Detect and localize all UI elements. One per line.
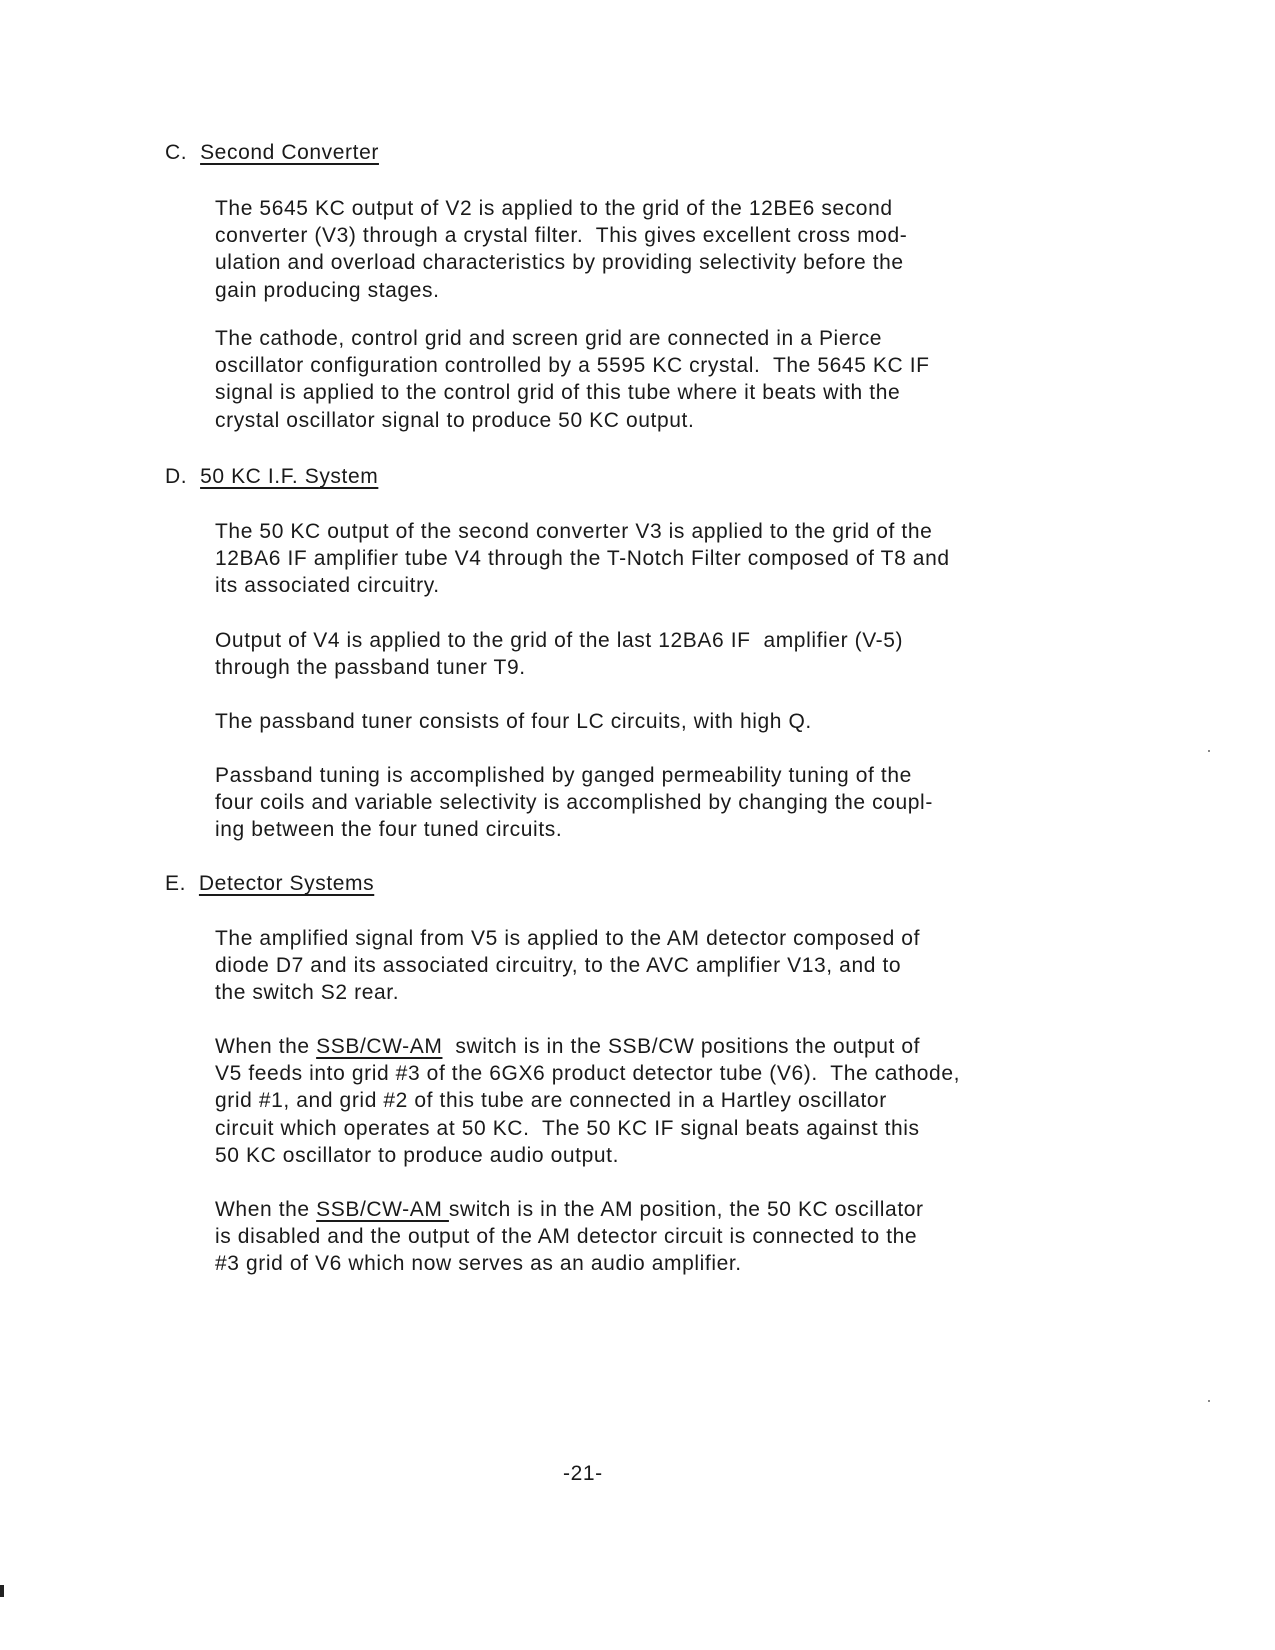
text-line: Output of V4 is applied to the grid of the last 12BA6 IF amplifier (V-5) — [215, 629, 904, 652]
paragraph — [215, 195, 907, 304]
text-line: diode D7 and its associated circuitry, to the AVC amplifier V13, and to — [215, 954, 902, 978]
text-line: circuit which operates at 50 KC. The 50 KC IF signal beats against this — [215, 1116, 920, 1140]
text-line: The cathode, control grid and screen grid are connected in a Pierce — [215, 327, 883, 350]
text-line: The 5645 KC output of V2 is applied to the grid of the 12BE6 second — [215, 197, 893, 220]
text-segment: When the — [215, 1035, 317, 1058]
paragraph — [215, 518, 950, 600]
section-title: 50 KC I.F. System — [200, 465, 379, 488]
paragraph — [215, 627, 903, 681]
text-line: converter (V3) through a crystal filter. This gives excellent cross mod- — [215, 224, 908, 248]
paragraph — [215, 708, 812, 735]
paragraph — [215, 325, 930, 434]
section-heading — [165, 141, 385, 165]
text-line: crystal oscillator signal to produce 50 KC output. — [215, 408, 695, 432]
text-line: the switch S2 rear. — [215, 981, 400, 1005]
text-line: 50 KC oscillator to produce audio output. — [215, 1143, 620, 1167]
text-line: signal is applied to the control grid of this tube where it beats with the — [215, 381, 901, 405]
text-line: #3 grid of V6 which now serves as an audio amplifier. — [215, 1252, 742, 1276]
paragraph — [215, 762, 933, 844]
section-title: Second Converter — [200, 141, 379, 164]
paragraph — [215, 1196, 924, 1278]
section-heading — [165, 465, 384, 489]
text-line: ing between the four tuned circuits. — [215, 818, 563, 842]
underlined-switch-name: SSB/CW-AM — [316, 1198, 449, 1221]
underlined-switch-name: SSB/CW-AM — [316, 1035, 443, 1058]
section-letter: C. — [165, 141, 188, 164]
text-line: 12BA6 IF amplifier tube V4 through the T-Notch Filter composed of T8 and — [215, 547, 950, 571]
scan-edge-mark — [0, 1585, 4, 1597]
text-line — [215, 1196, 924, 1223]
text-line: The passband tuner consists of four LC circuits, with high Q. — [215, 710, 812, 733]
text-line: grid #1, and grid #2 of this tube are connected in a Hartley oscillator — [215, 1089, 887, 1113]
text-segment: switch is in the SSB/CW positions the output of — [442, 1035, 921, 1058]
text-line: is disabled and the output of the AM detector circuit is connected to the — [215, 1225, 918, 1249]
section-heading — [165, 872, 380, 896]
section-title: Detector Systems — [198, 872, 375, 895]
text-segment: switch is in the AM position, the 50 KC oscillator — [448, 1198, 924, 1221]
text-line — [215, 1033, 960, 1060]
text-line: ulation and overload characteristics by providing selectivity before the — [215, 251, 904, 275]
text-line: Passband tuning is accomplished by ganged permeability tuning of the — [215, 764, 912, 787]
paragraph — [215, 1033, 960, 1169]
text-line: its associated circuitry. — [215, 574, 440, 598]
text-line: through the passband tuner T9. — [215, 656, 526, 680]
section-letter: D. — [165, 465, 188, 488]
section-letter: E. — [165, 872, 187, 895]
text-segment: When the — [215, 1198, 317, 1221]
text-line: four coils and variable selectivity is accomplished by changing the coupl- — [215, 791, 933, 815]
text-line: oscillator configuration controlled by a 5595 KC crystal. The 5645 KC IF — [215, 354, 930, 378]
page-number: -21- — [563, 1462, 603, 1485]
text-line: gain producing stages. — [215, 278, 440, 302]
scan-speck — [1208, 1400, 1210, 1402]
text-line: V5 feeds into grid #3 of the 6GX6 product detector tube (V6). The cathode, — [215, 1062, 961, 1086]
scan-speck — [1208, 750, 1210, 752]
text-line: The 50 KC output of the second converter V3 is applied to the grid of the — [215, 520, 933, 543]
text-line: The amplified signal from V5 is applied to the AM detector composed of — [215, 927, 921, 950]
paragraph — [215, 925, 920, 1007]
